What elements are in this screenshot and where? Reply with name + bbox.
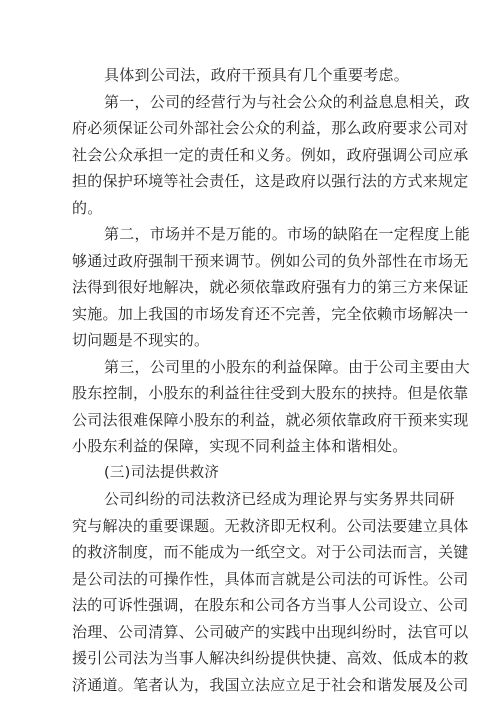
text-line: 具体到公司法，政府干预具有几个重要考虑。: [104, 66, 410, 84]
text-line: 实施。加上我国的市场发育还不完善，完全依赖市场解决一: [72, 304, 469, 323]
section-heading: [72, 460, 430, 487]
text-line: 援引公司法为当事人解决纠纷提供快捷、高效、低成本的救: [72, 649, 469, 667]
text-line: 第一，公司的经营行为与社会公众的利益息息相关，政: [104, 92, 471, 111]
text-line: 第三，公司里的小股东的利益保障。由于公司主要由大: [104, 357, 471, 376]
text-line: 是公司法的可操作性，具体而言就是公司法的可诉性。公司: [72, 569, 469, 588]
text-line: 究与解决的重要课题。无救济即无权利。公司法要建立具体: [72, 516, 469, 535]
text-line: 的救济制度，而不能成为一纸空文。对于公司法而言，关键: [72, 543, 469, 561]
text-line: 济通道。笔者认为，我国立法应立足于社会和谐发展及公司: [72, 675, 469, 694]
paragraph-first-point: [72, 89, 471, 222]
paragraph-judicial-relief: [72, 486, 469, 698]
text-line: 的。: [72, 198, 103, 217]
text-line: 切问题是不现实的。: [72, 331, 210, 349]
text-line: 股东控制，小股东的利益往往受到大股东的挟持。但是依靠: [72, 384, 469, 402]
text-line: 法的可诉性强调，在股东和公司各方当事人公司设立、公司: [72, 596, 469, 614]
text-line: 小股东利益的保障，实现不同利益主体和谐相处。: [72, 437, 408, 455]
text-line: 公司纠纷的司法救济已经成为理论界与实务界共同研: [104, 490, 455, 508]
document-body: [72, 62, 471, 698]
text-line: 治理、公司清算、公司破产的实践中出现纠纷时，法官可以: [72, 622, 469, 641]
section-heading-text: (三)司法提供救济: [104, 464, 220, 481]
text-line: 社会公众承担一定的责任和义务。例如，政府强调公司应承: [72, 145, 469, 164]
text-line: 担的保护环境等社会责任，这是政府以强行法的方式来规定: [72, 172, 469, 190]
text-line: 公司法很难保障小股东的利益，就必须依靠政府干预来实现: [72, 410, 469, 429]
paragraph-second-point: [72, 221, 471, 354]
text-line: 第二，市场并不是万能的。市场的缺陷在一定程度上能: [104, 225, 471, 243]
text-line: 府必须保证公司外部社会公众的利益，那么政府要求公司对: [72, 119, 469, 137]
paragraph-third-point: [72, 354, 471, 460]
text-line: 够通过政府强制干预来调节。例如公司的负外部性在市场无: [72, 251, 469, 270]
paragraph-intro: [72, 62, 430, 89]
text-line: 法得到很好地解决，就必须依靠政府强有力的第三方来保证: [72, 278, 469, 296]
